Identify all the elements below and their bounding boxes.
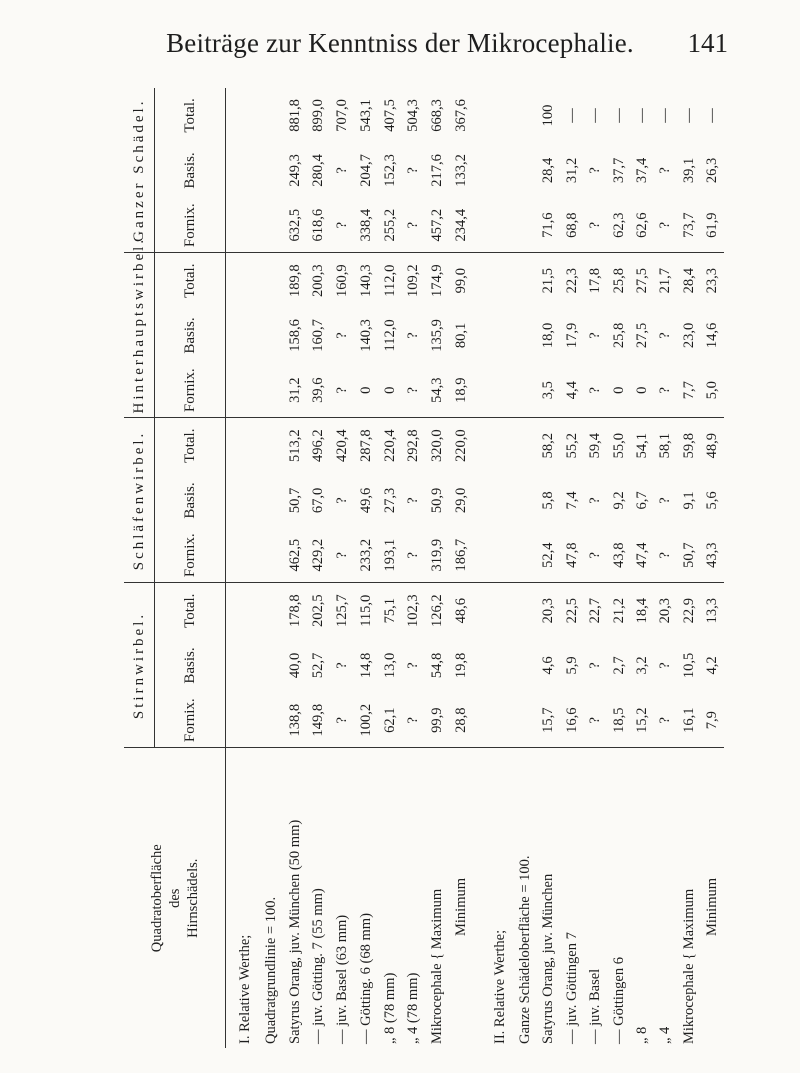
cell: 5,0 [701, 363, 724, 418]
cell: 707,0 [334, 99, 351, 132]
row-label: Satyrus Orang, juv. München [537, 748, 560, 1048]
cell: — [563, 108, 580, 123]
cell: 10,5 [680, 652, 697, 679]
cell: 99,0 [453, 268, 470, 294]
stub-heading [124, 748, 226, 1048]
cell: 217,6 [429, 154, 446, 187]
cell: 632,5 [283, 198, 307, 253]
cell: ? [587, 717, 604, 724]
cell: 37,7 [610, 157, 627, 184]
cell: 15,2 [633, 707, 650, 733]
cell: 4,4 [560, 363, 583, 418]
cell: 202,5 [310, 594, 327, 628]
cell: 125,7 [334, 594, 351, 628]
cell: 133,2 [453, 154, 470, 187]
row-label: „ 4 [654, 748, 677, 1048]
cell: 115,0 [357, 594, 374, 627]
stub-heading-line-2: des [166, 888, 183, 908]
cell: ? [583, 363, 606, 418]
table-row [354, 88, 378, 1048]
cell: 31,2 [563, 157, 580, 184]
cell: 178,8 [286, 594, 303, 628]
cell: 5,8 [540, 491, 557, 510]
cell: 6,7 [633, 491, 650, 510]
section-subheading: Ganze Schädeloberfläche = 100. [513, 748, 536, 1048]
page-number: 141 [687, 28, 728, 58]
table-row [630, 88, 653, 1048]
page-header [0, 28, 800, 68]
row-label: Mikrocephale { Maximum [677, 748, 700, 1048]
cell: 25,8 [610, 268, 627, 294]
row-label: Minimum [701, 748, 724, 1048]
table-row [449, 88, 473, 1048]
cell: 158,6 [286, 319, 303, 352]
table-row [654, 88, 677, 1048]
cell: 102,3 [405, 594, 422, 628]
cell: ? [330, 198, 354, 253]
cell: 61,9 [701, 198, 724, 253]
running-title: Beiträge zur Kenntniss der Mikrocephalie. [166, 28, 634, 58]
cell: 54,8 [429, 652, 446, 679]
cell: 287,8 [357, 429, 374, 463]
cell: 50,9 [429, 487, 446, 514]
cell: 881,8 [286, 99, 303, 132]
cell: ? [587, 167, 604, 174]
cell: 292,8 [405, 429, 422, 463]
column-heading: Total. [155, 253, 226, 308]
cell: ? [402, 198, 426, 253]
cell: 135,9 [429, 319, 446, 352]
cell: 0 [354, 363, 378, 418]
cell: 160,7 [310, 319, 327, 352]
row-label: Minimum [449, 748, 473, 1048]
section-2-body [481, 88, 724, 1048]
cell: 21,7 [657, 268, 674, 294]
row-label: — Götting. 6 (68 mm) [354, 748, 378, 1048]
cell: 338,4 [354, 198, 378, 253]
cell: 28,4 [540, 157, 557, 184]
cell: 54,1 [633, 433, 650, 459]
cell: 3,2 [633, 656, 650, 675]
cell: 496,2 [310, 429, 327, 463]
cell: 58,1 [657, 433, 674, 459]
table-row [583, 88, 606, 1048]
cell: 58,2 [540, 433, 557, 459]
cell: 9,1 [680, 491, 697, 510]
cell: 4,6 [540, 656, 557, 675]
cell: 668,3 [429, 99, 446, 132]
column-heading: Basis. [155, 308, 226, 363]
cell: 50,7 [286, 487, 303, 514]
cell: ? [405, 662, 422, 669]
cell: ? [657, 717, 674, 724]
cell: 73,7 [677, 198, 700, 253]
cell: 26,3 [704, 157, 721, 184]
cell: ? [334, 332, 351, 339]
column-heading: Fornix. [155, 528, 226, 583]
cell: ? [587, 497, 604, 504]
cell: 59,4 [587, 433, 604, 459]
cell: 457,2 [425, 198, 449, 253]
row-label: „ 8 [630, 748, 653, 1048]
cell: 899,0 [310, 99, 327, 132]
cell: ? [402, 528, 426, 583]
row-label: — juv. Basel (63 mm) [330, 748, 354, 1048]
cell: 16,6 [563, 707, 580, 733]
cell: 47,8 [560, 528, 583, 583]
cell: — [610, 108, 627, 123]
cell: 220,0 [453, 429, 470, 463]
cell: 15,7 [540, 707, 557, 733]
cell: 0 [607, 363, 630, 418]
cell: 193,1 [378, 528, 402, 583]
table-row [607, 88, 630, 1048]
cell: 14,6 [704, 322, 721, 349]
cell: 407,5 [381, 99, 398, 132]
cell: 513,2 [286, 429, 303, 463]
cell: 54,3 [425, 363, 449, 418]
row-label: — juv. Götting. 7 (55 mm) [306, 748, 330, 1048]
cell: 37,4 [633, 157, 650, 184]
cell: 320,0 [429, 429, 446, 463]
table-row [560, 88, 583, 1048]
row-label: — juv. Göttingen 7 [560, 748, 583, 1048]
column-heading: Basis. [155, 473, 226, 528]
column-heading: Total. [155, 583, 226, 638]
cell: 3,5 [537, 363, 560, 418]
cell: ? [654, 198, 677, 253]
column-heading: Basis. [155, 638, 226, 693]
cell: 126,2 [429, 594, 446, 628]
cell: 39,1 [680, 157, 697, 184]
cell: 18,0 [540, 322, 557, 349]
cell: 23,0 [680, 322, 697, 349]
cell: 152,3 [381, 154, 398, 187]
cell: 234,4 [449, 198, 473, 253]
group-heading: Hinterhauptswirbel. [124, 253, 155, 418]
cell: 204,7 [357, 154, 374, 187]
cell: ? [657, 497, 674, 504]
cell: 22,7 [587, 598, 604, 624]
cell: 80,1 [453, 322, 470, 349]
cell: 249,3 [286, 154, 303, 187]
cell: 0 [378, 363, 402, 418]
cell: 22,9 [680, 598, 697, 624]
cell: 160,9 [334, 264, 351, 298]
table-row [306, 88, 330, 1048]
cell: 47,4 [630, 528, 653, 583]
cell: 22,3 [563, 268, 580, 294]
cell: ? [657, 167, 674, 174]
cell: ? [330, 528, 354, 583]
cell: — [657, 108, 674, 123]
cell: 5,6 [704, 491, 721, 510]
cell: 618,6 [306, 198, 330, 253]
cell: 13,3 [704, 598, 721, 624]
cell: 21,2 [610, 598, 627, 624]
cell: 39,6 [306, 363, 330, 418]
cell: 149,8 [310, 703, 327, 737]
cell: 462,5 [283, 528, 307, 583]
cell: 18,4 [633, 598, 650, 624]
cell: 100 [540, 104, 557, 127]
table-row [701, 88, 724, 1048]
cell: 52,7 [310, 652, 327, 679]
cell: ? [402, 363, 426, 418]
cell: 189,8 [286, 264, 303, 298]
cell: 7,9 [704, 711, 721, 730]
cell: 9,2 [610, 491, 627, 510]
cell: 48,6 [453, 598, 470, 624]
section-subheading: Quadratgrundlinie = 100. [259, 748, 283, 1048]
cell: 17,8 [587, 268, 604, 294]
cell: ? [654, 363, 677, 418]
cell: ? [405, 332, 422, 339]
cell: 43,8 [607, 528, 630, 583]
cell: 23,3 [704, 268, 721, 294]
cell: 255,2 [378, 198, 402, 253]
data-table-frame [124, 88, 724, 1048]
column-heading: Fornix. [155, 198, 226, 253]
cell: 140,3 [357, 319, 374, 352]
cell: 21,5 [540, 268, 557, 294]
cell: 43,3 [701, 528, 724, 583]
cell: 138,8 [286, 703, 303, 737]
cell: 280,4 [310, 154, 327, 187]
cell: — [704, 108, 721, 123]
cell: 174,9 [429, 264, 446, 298]
group-heading: Stirnwirbel. [124, 583, 155, 748]
row-label: „ 8 (78 mm) [378, 748, 402, 1048]
stub-heading-line-3: Hirnschädels. [184, 858, 201, 938]
row-label: Mikrocephale { Maximum [425, 748, 449, 1048]
table-row [283, 88, 307, 1048]
cell: ? [334, 497, 351, 504]
cell: 75,1 [381, 598, 398, 624]
cell: 16,1 [680, 707, 697, 733]
cell: 7,4 [563, 491, 580, 510]
cell: 62,1 [381, 707, 398, 733]
cell: 49,6 [357, 487, 374, 514]
cell: ? [657, 332, 674, 339]
cell: 20,3 [540, 598, 557, 624]
cell: 29,0 [453, 487, 470, 514]
cell: 504,3 [405, 99, 422, 132]
cell: 112,0 [381, 319, 398, 352]
cell: 59,8 [680, 433, 697, 459]
cell: ? [657, 662, 674, 669]
cell: 99,9 [429, 707, 446, 733]
cell: 27,5 [633, 268, 650, 294]
cell: 18,9 [449, 363, 473, 418]
cell: 112,0 [381, 264, 398, 297]
cell: 27,5 [633, 322, 650, 349]
section-heading: II. Relative Werthe; [481, 748, 513, 1048]
stub-heading-line-1: Quadratoberfläche [148, 844, 165, 953]
cell: — [587, 108, 604, 123]
cell: 13,0 [381, 652, 398, 679]
cell: 52,4 [537, 528, 560, 583]
table-row [677, 88, 700, 1048]
cell: 5,9 [563, 656, 580, 675]
cell: 17,9 [563, 322, 580, 349]
cell: 40,0 [286, 652, 303, 679]
cell: 68,8 [560, 198, 583, 253]
cell: 100,2 [357, 703, 374, 737]
cell: 50,7 [677, 528, 700, 583]
measurement-table [124, 88, 724, 1048]
cell: 2,7 [610, 656, 627, 675]
cell: 319,9 [425, 528, 449, 583]
cell: 200,3 [310, 264, 327, 298]
table-row [402, 88, 426, 1048]
row-label: „ 4 (78 mm) [402, 748, 426, 1048]
column-heading: Basis. [155, 143, 226, 198]
cell: 543,1 [357, 99, 374, 132]
column-heading: Total. [155, 418, 226, 473]
cell: 27,3 [381, 487, 398, 514]
column-heading: Total. [155, 88, 226, 143]
cell: 28,8 [453, 707, 470, 733]
cell: ? [334, 717, 351, 724]
cell: 22,5 [563, 598, 580, 624]
cell: 48,9 [704, 433, 721, 459]
group-heading: Schläfenwirbel. [124, 418, 155, 583]
row-label: — Göttingen 6 [607, 748, 630, 1048]
cell: ? [587, 332, 604, 339]
cell: 0 [630, 363, 653, 418]
cell: ? [583, 198, 606, 253]
cell: 25,8 [610, 322, 627, 349]
cell: 31,2 [283, 363, 307, 418]
cell: ? [334, 167, 351, 174]
cell: — [633, 108, 650, 123]
section-1-body [226, 88, 481, 1048]
rotated-table [124, 88, 724, 1048]
cell: 420,4 [334, 429, 351, 463]
cell: ? [405, 717, 422, 724]
cell: 14,8 [357, 652, 374, 679]
cell: 7,7 [677, 363, 700, 418]
table-row [378, 88, 402, 1048]
cell: 233,2 [354, 528, 378, 583]
cell: — [680, 108, 697, 123]
cell: ? [583, 528, 606, 583]
cell: 367,6 [453, 99, 470, 132]
cell: ? [654, 528, 677, 583]
cell: 18,5 [610, 707, 627, 733]
row-label: Satyrus Orang, juv. München (50 mm) [283, 748, 307, 1048]
section-heading: I. Relative Werthe; [226, 748, 259, 1048]
cell: 140,3 [357, 264, 374, 298]
cell: ? [405, 497, 422, 504]
column-heading: Fornix. [155, 693, 226, 748]
group-heading: Ganzer Schädel. [124, 88, 155, 253]
cell: 19,8 [453, 652, 470, 679]
table-row [330, 88, 354, 1048]
cell: 186,7 [449, 528, 473, 583]
column-heading: Fornix. [155, 363, 226, 418]
cell: 62,3 [607, 198, 630, 253]
cell: ? [330, 363, 354, 418]
cell: ? [587, 662, 604, 669]
cell: 55,0 [610, 433, 627, 459]
cell: 28,4 [680, 268, 697, 294]
cell: 62,6 [630, 198, 653, 253]
cell: 71,6 [537, 198, 560, 253]
row-label: — juv. Basel [583, 748, 606, 1048]
cell: 109,2 [405, 264, 422, 298]
cell: 220,4 [381, 429, 398, 463]
table-row [537, 88, 560, 1048]
cell: 20,3 [657, 598, 674, 624]
cell: 429,2 [306, 528, 330, 583]
table-row [425, 88, 449, 1048]
cell: ? [405, 167, 422, 174]
cell: 4,2 [704, 656, 721, 675]
cell: 67,0 [310, 487, 327, 514]
cell: 55,2 [563, 433, 580, 459]
cell: ? [334, 662, 351, 669]
